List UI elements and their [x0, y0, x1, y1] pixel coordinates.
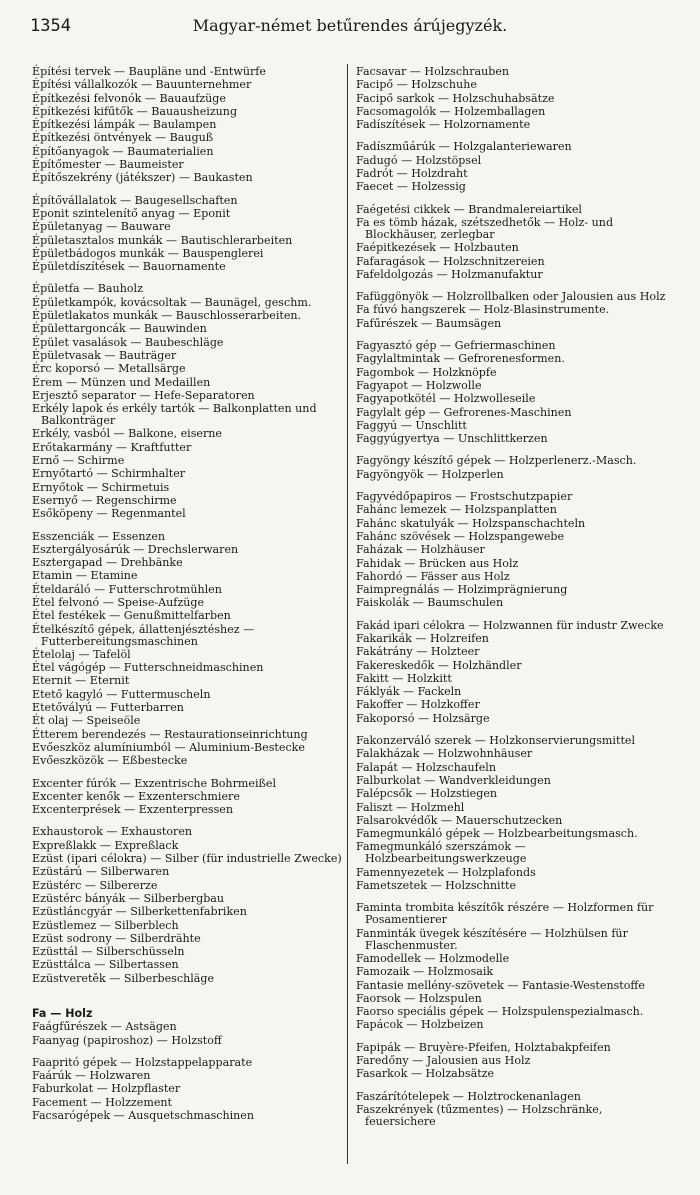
index-entry: Épületfa — Bauholz — [32, 282, 143, 296]
index-entry: Excenter fúrók — Exzentrische Bohrmeißel — [32, 776, 277, 790]
index-entry: Építkezési kifűtők — Bauausheizung — [32, 104, 238, 118]
index-entry: Falapát — Holzschaufeln — [356, 760, 496, 774]
index-entry: Esernyő — Regenschirme — [32, 493, 177, 507]
index-entry: Érc koporsó — Metallsärge — [32, 362, 186, 376]
index-entry: Épületlakatos munkák — Bauschlosserarbeiten. — [32, 309, 302, 323]
index-entry: Erőtakarmány — Kraftfutter — [32, 440, 192, 454]
index-entry: Épület vasalások — Baubeschläge — [32, 335, 224, 349]
index-entry: Esőköpeny — Regenmantel — [32, 507, 186, 521]
index-entry: Ételolaj — Tafelöl — [32, 647, 131, 661]
index-entry: Facsomagolók — Holzemballagen — [356, 104, 546, 118]
index-entry: Etetővályú — Futterbarren — [32, 701, 184, 715]
index-entry: Étel felvonó — Speise-Aufzüge — [32, 595, 205, 609]
index-entry: Ét olaj — Speiseöle — [32, 714, 141, 728]
index-entry: Faliszt — Holzmehl — [356, 800, 465, 814]
index-entry: Esztergapad — Drehbänke — [32, 556, 183, 570]
index-entry: Ezüstérc — Silbererze — [32, 878, 158, 892]
index-entry: Faszárítótelepek — Holztrockenanlagen — [356, 1089, 581, 1103]
index-entry: Ezüsttál — Silberschüsseln — [32, 945, 185, 959]
index-entry: Fáklyák — Fackeln — [356, 685, 462, 699]
index-entry: Ernyőtok — Schirmetuis — [32, 480, 170, 494]
index-entry: Famegmunkáló gépek — Holzbearbeitungsmasch. — [356, 827, 638, 841]
index-entry: Fagylaltmintak — Gefrorenesformen. — [356, 352, 565, 366]
index-entry: Etető kagyló — Futtermuscheln — [32, 687, 211, 701]
index-entry: Építkezési lámpák — Baulampen — [32, 118, 217, 132]
index-entry: Épületbádogos munkák — Bauspenglerei — [32, 246, 264, 260]
index-entry: Falsarokvédők — Mauerschutzecken — [356, 813, 563, 827]
index-entry: Expreßlakk — Expreßlack — [32, 838, 179, 852]
index-entry: Facipő sarkok — Holzschuhabsätze — [356, 91, 555, 105]
index-entry: Famennyezetek — Holzplafonds — [356, 865, 536, 879]
index-entry: Eternit — Eternit — [32, 674, 130, 688]
index-entry: Ezüstláncgyár — Silberkettenfabriken — [32, 905, 247, 919]
index-entry: Épületasztalos munkák — Bautischlerarbeiten — [32, 233, 293, 247]
index-entry: Épületvasak — Bauträger — [32, 348, 177, 362]
index-entry: Ezüstérc bányák — Silberbergbau — [32, 891, 225, 905]
index-entry: Építési vállalkozók — Bauunternehmer — [32, 78, 252, 92]
index-entry: Esszenciák — Essenzen — [32, 529, 166, 543]
index-entry: Ernő — Schirme — [32, 454, 125, 468]
index-entry: Fadíszítések — Holzornamente — [356, 118, 531, 132]
index-entry: Fa — Holz — [32, 1007, 93, 1020]
index-entry: Fakátrány — Holzteer — [356, 645, 480, 659]
index-entry: Fa fúvó hangszerek — Holz-Blasinstrumente. — [356, 303, 610, 317]
index-entry: Fagyasztó gép — Gefriermaschinen — [356, 339, 556, 353]
index-entry: Fakád ipari célokra — Holzwannen für industr Zwecke — [356, 618, 664, 632]
index-entry: Ezüsttálca — Silbertassen — [32, 958, 179, 972]
right-column — [356, 66, 674, 1129]
index-entry: Ételdaráló — Futterschrotmühlen — [32, 582, 222, 596]
index-entry: Faggyúgyertya — Unschlittkerzen — [356, 432, 548, 446]
index-entry: Erjesztő separator — Hefe-Separatoren — [32, 388, 255, 402]
index-entry: Famozaik — Holzmosaik — [356, 965, 494, 979]
index-entry: Fametszetek — Holzschnitte — [356, 879, 517, 893]
index-entry: Fagombok — Holzknöpfe — [356, 365, 497, 379]
index-entry: Fahordó — Fässer aus Holz — [356, 569, 510, 583]
index-entry: Evőeszköz alumíniumból — Aluminium-Bestecke — [32, 740, 305, 754]
index-entry: Eponit szintelenítő anyag — Eponit — [32, 206, 231, 220]
index-entry: Faépitkezések — Holzbauten — [356, 241, 519, 255]
index-entry: Fadíszműárúk — Holzgalanteriewaren — [356, 140, 572, 154]
index-entry: Fantasie mellény-szövetek — Fantasie-Westenstoffe — [356, 978, 645, 992]
index-entry: Fafűrészek — Baumsägen — [356, 316, 502, 330]
index-entry: Építőanyagok — Baumaterialien — [32, 144, 214, 158]
index-entry: Építkezési öntvények — Bauguß — [32, 131, 214, 145]
index-entry: Ezüstveretěk — Silberbeschläge — [32, 971, 215, 985]
index-entry: Faanyag (papiroshoz) — Holzstoff — [32, 1033, 222, 1047]
index-entry: Fanminták üvegek készítésére — Holzhülsen für Flaschenmuster. — [356, 926, 628, 952]
index-entry: Falakházak — Holzwohnhäuser — [356, 747, 533, 761]
page-title: Magyar-német betűrendes árújegyzék. — [192, 16, 508, 35]
index-entry: Fagyöngy készítő gépek — Holzperlenerz.-Masch. — [356, 454, 637, 468]
index-entry: Fakereskedők — Holzhändler — [356, 658, 522, 672]
index-entry: Facement — Holzzement — [32, 1095, 173, 1109]
index-entry: Faiskolák — Baumschulen — [356, 596, 504, 610]
index-entry: Fagyapot — Holzwolle — [356, 378, 482, 392]
index-entry: Faorso speciális gépek — Holzspulenspezialmasch. — [356, 1005, 644, 1019]
page-header — [30, 16, 670, 42]
index-entry: Épületdíszítések — Bauornamente — [32, 260, 226, 274]
index-entry: Fakonzerváló szerek — Holzkonservierungsmittel — [356, 734, 636, 748]
index-entry: Fafeldolgozás — Holzmanufaktur — [356, 267, 543, 281]
index-entry: Erkély lapok és erkély tartók — Balkonplatten und Balkonträger — [32, 402, 317, 428]
index-entry: Építőszekrény (játékszer) — Baukasten — [32, 171, 253, 185]
index-entry: Fahánc skatulyák — Holzspanschachteln — [356, 516, 586, 530]
index-entry: Esztergályosárúk — Drechslerwaren — [32, 542, 239, 556]
index-entry: Fafüggönyök — Holzrollbalken oder Jalousien aus Holz — [356, 290, 666, 304]
index-entry: Evőeszközök — Eßbestecke — [32, 754, 188, 768]
index-entry: Fasarkok — Holzabsätze — [356, 1067, 495, 1081]
index-entry: Facipő — Holzschuhe — [356, 78, 477, 92]
index-entry: Faágfűrészek — Astsägen — [32, 1020, 177, 1034]
index-entry: Épületanyag — Bauware — [32, 220, 171, 234]
index-entry: Épületkampók, kovácsoltak — Baunägel, geschm. — [32, 295, 312, 309]
index-entry: Faárúk — Holzwaren — [32, 1069, 151, 1083]
index-entry: Ezüstlemez — Silberblech — [32, 918, 179, 932]
index-entry: Építési tervek — Baupläne und -Entwürfe — [32, 65, 266, 78]
index-entry: Fadugó — Holzstöpsel — [356, 153, 482, 167]
index-entry: Fa es tömb házak, szétszedhetők — Holz- und Blockhäuser, zerlegbar — [356, 215, 614, 241]
index-entry: Étterem berendezés — Restaurationseinrichtung — [32, 727, 308, 741]
index-entry: Faminta trombita készítők részére — Holzformen für Posamentierer — [356, 901, 654, 927]
index-entry: Fadrót — Holzdraht — [356, 167, 468, 181]
index-entry: Famodellek — Holzmodelle — [356, 951, 510, 965]
index-entry: Faggyú — Unschlitt — [356, 418, 467, 432]
page-number: 1354 — [30, 16, 71, 36]
index-entry: Fakarikák — Holzreifen — [356, 631, 489, 645]
index-entry: Fapácok — Holzbeizen — [356, 1018, 484, 1032]
index-entry: Exhaustorok — Exhaustoren — [32, 825, 193, 839]
index-entry: Fafaragások — Holzschnitzereien — [356, 254, 545, 268]
index-entry: Erkély, vasból — Balkone, eiserne — [32, 427, 222, 441]
index-entry: Fakitt — Holzkitt — [356, 671, 452, 685]
index-entry: Étel festékek — Genußmittelfarben — [32, 609, 231, 623]
index-entry: Faecet — Holzessig — [356, 180, 466, 194]
index-entry: Fahánc szövések — Holzspangewebe — [356, 529, 565, 543]
index-entry: Famegmunkáló szerszámok — Holzbearbeitungswerkzeuge — [356, 840, 527, 866]
index-entry: Fakoffer — Holzkoffer — [356, 698, 480, 712]
index-entry: Fakoporsó — Holzsärge — [356, 711, 490, 725]
group-spacer — [32, 986, 350, 1008]
index-entry: Ezüstárú — Silberwaren — [32, 865, 170, 879]
index-entry: Excenter kenők — Exzenterschmiere — [32, 789, 240, 803]
index-entry: Építkezési felvonók — Bauaufzüge — [32, 91, 226, 105]
index-entry: Építőmester — Baumeister — [32, 158, 184, 172]
index-entry: Faorsok — Holzspulen — [356, 991, 482, 1005]
index-entry: Excenterprések — Exzenterpressen — [32, 803, 234, 817]
index-entry: Ezüst (ipari célokra) — Silber (für industrielle Zwecke) — [32, 852, 342, 866]
index-entry: Építővállalatok — Baugesellschaften — [32, 193, 238, 207]
index-entry: Faszekrények (tűzmentes) — Holzschränke, feuersichere — [356, 1102, 603, 1128]
index-entry: Ételkészítő gépek, állattenjésztéshez — Futterbereitungsmaschinen — [32, 622, 255, 648]
index-entry: Érem — Münzen und Medaillen — [32, 375, 211, 389]
index-entry: Fahánc lemezek — Holzspanplatten — [356, 503, 557, 517]
index-entry: Fagyvédőpapiros — Frostschutzpapier — [356, 490, 573, 504]
index-entry: Faburkolat — Holzpflaster — [32, 1082, 181, 1096]
index-entry: Étel vágógép — Futterschneidmaschinen — [32, 661, 264, 675]
index-entry: Fagylalt gép — Gefrorenes-Maschinen — [356, 405, 572, 419]
left-column — [32, 66, 350, 1123]
index-entry: Fagyapotkötél — Holzwolleseile — [356, 392, 536, 406]
index-entry: Facsavar — Holzschrauben — [356, 65, 510, 78]
column-divider — [347, 64, 348, 1164]
index-entry: Etamin — Etamine — [32, 569, 138, 583]
index-entry: Falépcsők — Holzstiegen — [356, 787, 498, 801]
index-entry: Fahidak — Brücken aus Holz — [356, 556, 519, 570]
index-entry: Faházak — Holzhäuser — [356, 543, 485, 557]
index-entry: Faapritó gépek — Holzstappelapparate — [32, 1055, 253, 1069]
index-entry: Faredőny — Jalousien aus Holz — [356, 1054, 531, 1067]
index-entry: Faégetési cikkek — Brandmalereiartikel — [356, 202, 582, 216]
index-entry: Fagyöngyök — Holzperlen — [356, 467, 504, 481]
index-entry: Faimpregnálás — Holzimprägnierung — [356, 583, 568, 597]
index-entry: Ernyőtartó — Schirmhalter — [32, 467, 186, 481]
index-entry: Fapipák — Bruyère-Pfeifen, Holztabakpfeifen — [356, 1040, 611, 1054]
index-entry: Ezüst sodrony — Silberdrähte — [32, 931, 201, 945]
index-entry: Falburkolat — Wandverkleidungen — [356, 773, 551, 787]
index-entry: Épülettargoncák — Bauwinden — [32, 322, 207, 336]
index-entry: Facsarógépek — Ausquetschmaschinen — [32, 1109, 255, 1123]
